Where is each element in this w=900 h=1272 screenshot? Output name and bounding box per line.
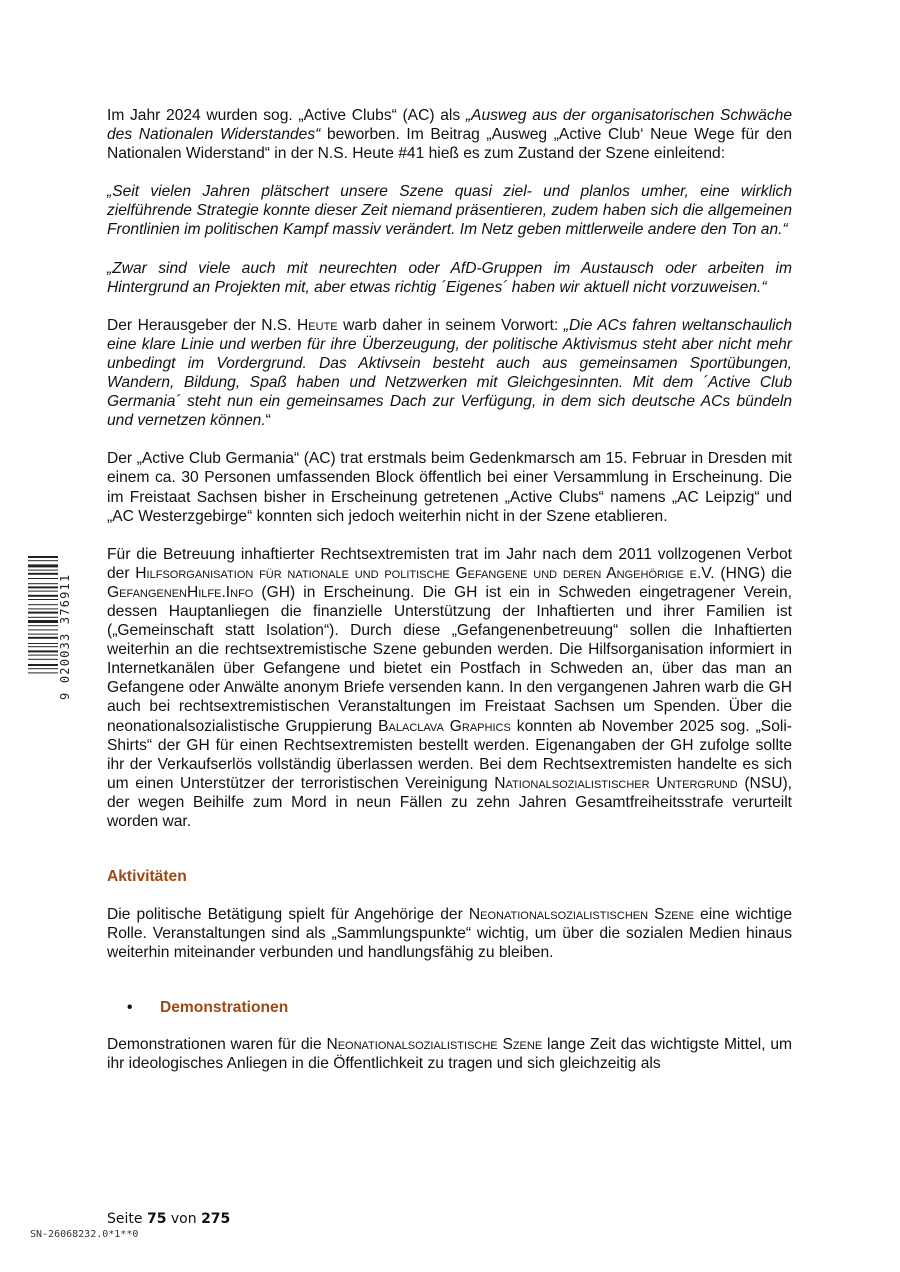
barcode-bar (28, 625, 58, 626)
paragraph-herausgeber: Der Herausgeber der N.S. Heute warb daher in seinem Vorwort: „Die ACs fahren weltanschaulich eine klare Linie und werben für ihre Überzeugung, der politische Aktivismus steht aber nicht mehr unbedingt im Vordergrund. Das Aktivsein besteht auch aus gemeinsamen Sportübungen, Wandern, Bildung, Spaß haben und Netzwerken mit Gleichgesinnten. Mit dem ´Active Club Germania´ steht nun ein gemeinsames Dach zur Verfügung, in dem sich deutsche ACs bündeln und vernetzen können.“ (107, 316, 792, 430)
barcode-bar (28, 595, 58, 597)
barcode-digits: 9 020033 376911 (58, 573, 72, 700)
barcode-bar (28, 556, 58, 558)
page-number: 75 (146, 1211, 167, 1227)
barcode-bar (28, 586, 58, 588)
barcode-bar (28, 672, 58, 673)
barcode-bar (28, 620, 58, 623)
bullet-heading-label: Demonstrationen (160, 999, 289, 1017)
barcode-bar (28, 637, 58, 639)
barcode-bar (28, 578, 58, 579)
page-body (107, 106, 792, 1092)
barcode-bar (28, 570, 58, 571)
barcode-bar (28, 583, 58, 584)
barcode-bar (28, 604, 58, 605)
bullet-icon: • (127, 999, 133, 1017)
paragraph-intro: Im Jahr 2024 wurden sog. „Active Clubs“ (AC) als „Ausweg aus der organisatorischen Schwäche des Nationalen Widerstandes“ beworben. Im Beitrag „Ausweg „Active Club‘ Neue Wege für den Nationalen Widerstand“ in der N.S. Heute #41 hieß es zum Zustand der Szene einleitend: (107, 107, 793, 163)
page-footer: Seite 75 von 275 (107, 1211, 231, 1227)
barcode-bar (28, 617, 58, 618)
barcode-bar (28, 612, 58, 614)
barcode-bar (28, 564, 58, 567)
barcode-bar (28, 591, 58, 592)
barcode-bar (28, 634, 58, 635)
quote-2: „Zwar sind viele auch mit neurechten oder AfD-Gruppen im Austausch oder arbeiten im Hintergrund an Projekten mit, aber etwas richtig ´Eigenes´ haben wir aktuell nicht vorzuweisen.“ (107, 259, 792, 296)
quote-1: „Seit vielen Jahren plätschert unsere Szene quasi ziel- und planlos umher, eine wirklich zielführende Strategie konnte dieser Zeit niemand präsentieren, zudem haben sich die allgemeinen Frontlinien im politischen Kampf massiv verändert. Im Netz geben mittlerweile andere den Ton an.“ (107, 183, 792, 239)
paragraph-active-club-germania: Der „Active Club Germania“ (AC) trat erstmals beim Gedenkmarsch am 15. Februar in Dresden mit einem ca. 30 Personen umfassenden Block öffentlich bei einer Versammlung in Erscheinung. Die im Freistaat Sachsen bisher in Erscheinung getretenen „Active Clubs“ namens „AC Leipzig“ und „AC Westerzgebirge“ konnten sich jedoch weiterhin nicht in der Szene etablieren. (107, 450, 792, 525)
barcode-bar (28, 646, 58, 647)
barcode-bar (28, 599, 58, 600)
bullet-heading-demonstrationen (107, 998, 792, 1017)
barcode-bar (28, 655, 58, 656)
paragraph-demonstrationen: Demonstrationen waren für die Neonationalsozialistische Szene lange Zeit das wichtigste Mittel, um ihr ideologisches Anliegen in die Öffentlichkeit zu tragen und sich gleichzeitig als (107, 1035, 792, 1072)
section-heading-aktivitaeten: Aktivitäten (107, 868, 187, 886)
document-id: SN-26068232.0*1**0 (30, 1229, 139, 1240)
paragraph-gefangenenhilfe: Für die Betreuung inhaftierter Rechtsextremisten trat im Jahr nach dem 2011 vollzogenen Verbot der Hilfsorganisation für nationale und politische Gefangene und deren Angehörige e.V. (HNG) die GefangenenHilfe.Info (GH) in Erscheinung. Die GH ist ein in Schweden eingetragener Verein, dessen Hauptanliegen die finanzielle Unterstützung der Inhaftierten und ihrer Familien ist („Gemeinschaft statt Isolation“). Durch diese „Gefangenenbetreuung“ sollen die Inhaftierten weiterhin an die rechtsextremistische Szene gebunden werden. Die Hilfsorganisation informiert in Internetkanälen über Gefangene und bietet ein Postfach in Schweden an, über das man an Gefangene oder Anwälte anonym Briefe versenden kann. In den vergangenen Jahren warb die GH auch bei rechtsextremistischen Veranstaltungen im Freistaat Sachsen um Spenden. Über die neonationalsozialistische Gruppierung Balaclava Graphics konnten ab November 2025 sog. „Soli-Shirts“ der GH für einen Rechtsextremisten bestellt werden. Eigenangaben der GH zufolge sollte ihr der Verkaufserlös vollständig überlassen werden. Bei dem Rechtsextremisten handelte es sich um einen Unterstützer der terroristischen Vereinigung Nationalsozialistischer Untergrund (NSU), der wegen Beihilfe zum Mord in neun Fällen zu zehn Jahren Gesamtfreiheitsstrafe verurteilt worden war. (107, 545, 792, 830)
barcode-bar (28, 629, 58, 630)
paragraph-aktivitaeten: Die politische Betätigung spielt für Angehörige der Neonationalsozialistischen Szene eine wichtige Rolle. Veranstaltungen sind als „Sammlungspunkte“ wichtig, um über die sozialen Medien hinaus weiterhin miteinander verbunden und handlungsfähig zu bleiben. (107, 906, 792, 962)
barcode-bar (28, 573, 58, 575)
barcode-bar (28, 643, 58, 644)
barcode-bar (28, 664, 58, 666)
barcode-bar (28, 650, 58, 652)
barcode-bar (28, 659, 58, 660)
barcode-bar (28, 560, 58, 561)
page-total: 275 (201, 1211, 231, 1227)
barcode-bar (28, 668, 58, 669)
barcode-bar (28, 608, 58, 609)
